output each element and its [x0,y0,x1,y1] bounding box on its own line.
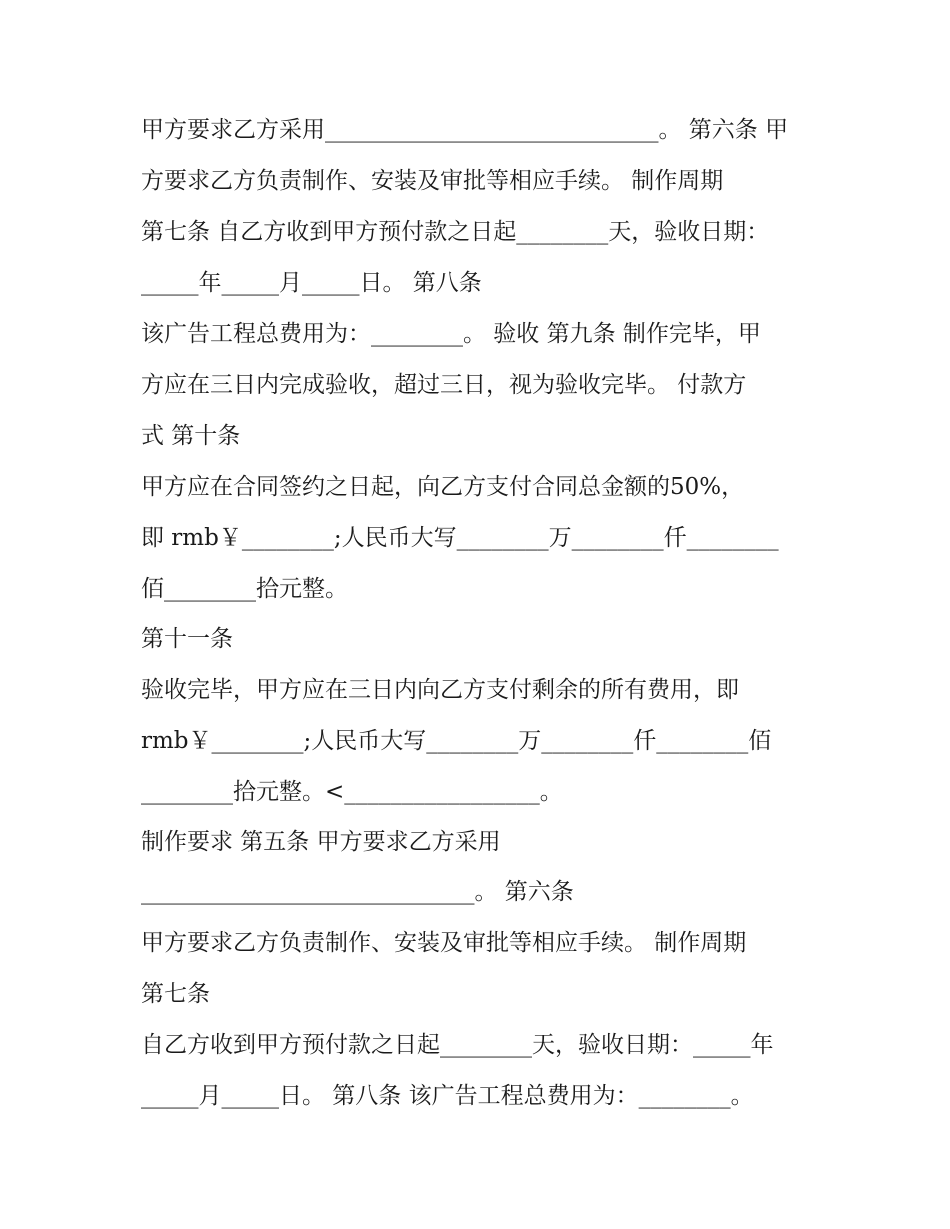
text-line: _____________________________。 第六条 [141,879,574,905]
text-line: 方要求乙方负责制作、安装及审批等相应手续。 制作周期 [141,168,724,194]
text-line: 该广告工程总费用为：________。 验收 第九条 制作完毕，甲 [141,321,761,347]
text-line: 验收完毕，甲方应在三日内向乙方支付剩余的所有费用，即 [141,677,739,703]
text-line: 甲方应在合同签约之日起，向乙方支付合同总金额的50%， [141,474,745,500]
text-line: 自乙方收到甲方预付款之日起________天，验收日期：_____年 [141,1032,774,1058]
text-line: 即 rmb￥________;人民币大写________万________仟________ [141,525,779,551]
text-line: 佰________拾元整。 [141,576,348,602]
text-line: _____月_____日。 第八条 该广告工程总费用为：________。 [141,1083,754,1109]
text-line: 第七条 自乙方收到甲方预付款之日起________天，验收日期： [141,219,770,245]
text-line: 甲方要求乙方采用_____________________________。 第六条 甲 [141,117,789,143]
text-line: 甲方要求乙方负责制作、安装及审批等相应手续。 制作周期 [141,930,747,956]
text-line: _____年_____月_____日。 第八条 [141,270,482,296]
text-line: 第十一条 [141,626,233,652]
text-line: rmb￥________;人民币大写________万________仟________佰 [141,728,772,754]
text-line: 方应在三日内完成验收，超过三日，视为验收完毕。 付款方 [141,372,747,398]
text-line: ________拾元整。<_________________。 [141,779,563,805]
text-line: 制作要求 第五条 甲方要求乙方采用 [141,829,501,855]
text-line: 第七条 [141,981,210,1007]
text-line: 式 第十条 [141,423,241,449]
